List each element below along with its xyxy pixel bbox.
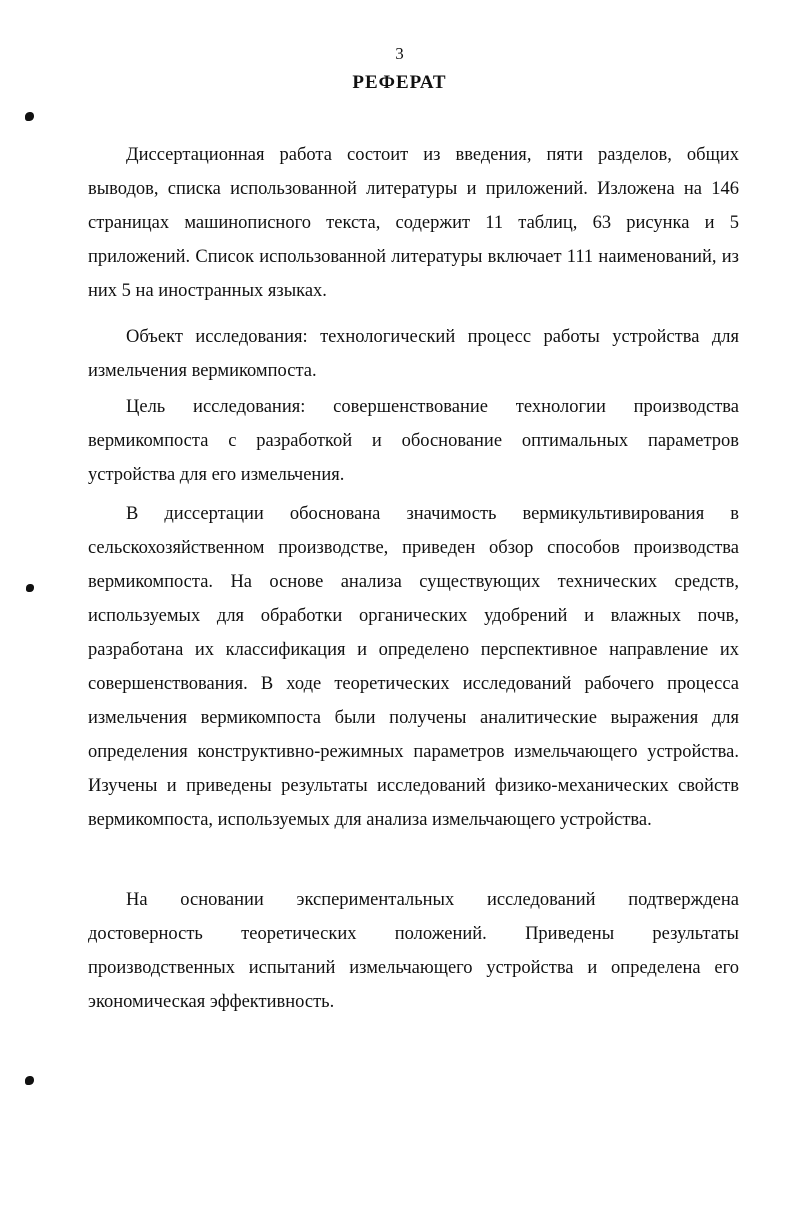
paragraph-results: На основании экспериментальных исследований подтверждена достоверность теоретических положений. Приведены результаты производственных испытаний измельчающего устройства и определена его экономическая эффективность. xyxy=(88,890,739,1012)
page-number: 3 xyxy=(395,44,404,63)
paragraph-content: В диссертации обоснована значимость вермикультивирования в сельскохозяйственном производстве, приведен обзор способов производства вермикомпоста. На основе анализа существующих технических средств, используемых для обработки органических удобрений и влажных почв, разработана их классификация и определено перспективное направление их совершенствования. В ходе теоретических исследований рабочего процесса измельчения вермикомпоста были получены аналитические выражения для определения конструктивно-режимных параметров измельчающего устройства. Изучены и приведены результаты исследований физико-механических свойств вермикомпоста, используемых для анализа измельчающего устройства. xyxy=(88,504,739,830)
paragraph-structure: Диссертационная работа состоит из введения, пяти разделов, общих выводов, списка использованной литературы и приложений. Изложена на 146 страницах машинописного текста, содержит 11 таблиц, 63 рисунка и 5 приложений. Список использованной литературы включает 111 наименований, из них 5 на иностранных языках. xyxy=(88,145,739,301)
page-title: РЕФЕРАТ xyxy=(352,72,447,93)
paragraph-goal: Цель исследования: совершенствование технологии производства вермикомпоста с разработкой и обоснование оптимальных параметров устройства для его измельчения. xyxy=(88,397,739,485)
binding-hole-mark xyxy=(26,584,34,592)
paragraph-object: Объект исследования: технологический процесс работы устройства для измельчения вермикомпоста. xyxy=(88,327,739,381)
binding-hole-mark xyxy=(25,112,34,121)
binding-hole-mark xyxy=(25,1076,34,1085)
